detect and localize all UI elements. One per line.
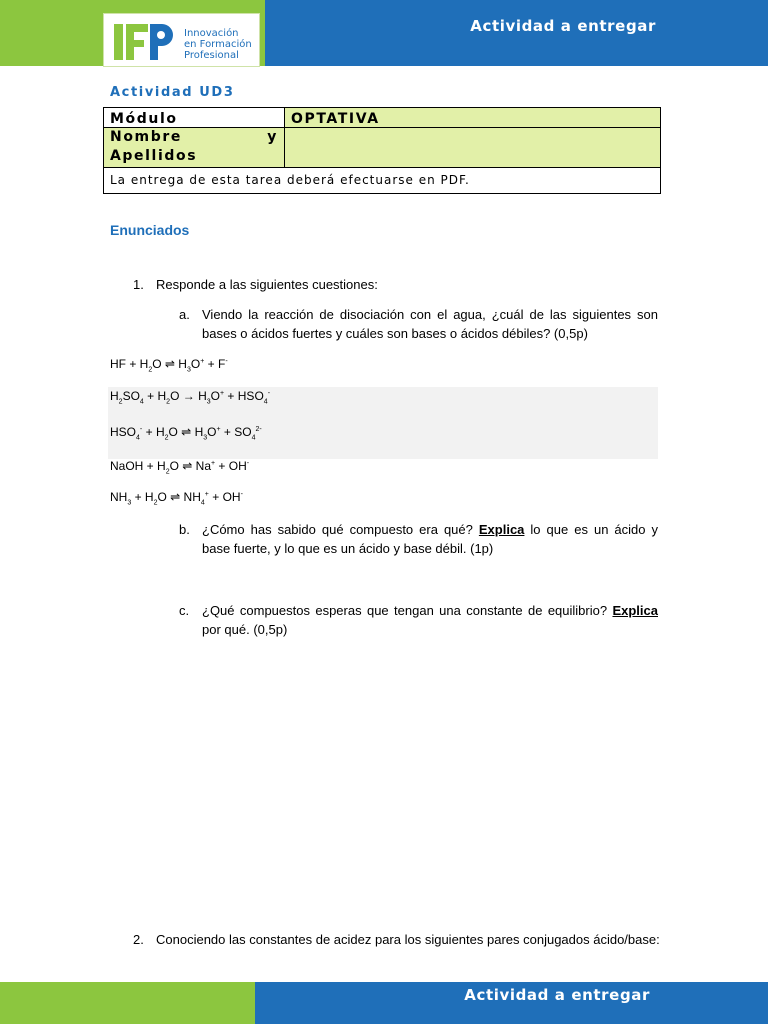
module-label-cell [104,108,285,128]
name-label: Nombre [110,129,182,145]
logo-line: en Formación [184,39,252,50]
section-heading: Enunciados [110,222,190,238]
module-label: Módulo [110,111,178,127]
equation-hf: HF + $H_2O$ ⇌ $H_3O^+ + F^-$ [110,357,228,374]
q2-number: 2. [133,932,144,947]
surname-label: Apellidos [110,148,198,164]
q1a-label: a. [179,307,190,322]
equation-nh3: $NH_3 + H_2O$ ⇌ $NH_4^+ + OH^-$ [110,490,243,507]
footer-title: Actividad a entregar [464,986,650,1004]
q1c-text: ¿Qué compuestos esperas que tengan una constante de equilibrio? Explica por qué. (0,5p) [202,603,658,637]
q2-text: Conociendo las constantes de acidez para los siguientes pares conjugados ácido/base: [156,932,660,947]
q1b-label: b. [179,522,190,537]
equation-h2so4: $H_2SO_4 + H_2O \to H_3O^+ + HSO_4^-$ [110,389,271,406]
logo-line: Profesional [184,50,239,61]
name-label-cell [104,128,285,168]
ifp-logo-mark-icon [112,20,176,64]
q1-number: 1. [133,277,144,292]
explica-emphasis: Explica [478,522,525,537]
module-value-cell [285,108,661,128]
logo-line: Innovación [184,28,239,39]
footer-green-band [0,982,255,1024]
name-label-y: y [267,129,278,145]
info-table [103,107,661,194]
module-value: OPTATIVA [291,111,380,127]
q1c-label: c. [179,603,190,618]
logo-text [184,28,252,61]
explica-emphasis: Explica [612,603,658,618]
q1b-text: ¿Cómo has sabido qué compuesto era qué? Explica lo que es un ácido y base fuerte, y lo que es un ácido y base débil. (1p) [202,522,658,556]
activity-subtitle: Actividad UD3 [110,85,235,100]
q1-text: Responde a las siguientes cuestiones: [156,277,378,292]
equation-hso4: $HSO_4^- + H_2O$ ⇌ $H_3O^+ + SO_4^{2-}$ [110,425,262,442]
delivery-note: La entrega de esta tarea deberá efectuarse en PDF. [104,168,661,194]
equation-naoh: NaOH + $H_2O$ ⇌ Na+ + OH- [110,459,250,476]
header-title: Actividad a entregar [470,17,656,35]
ifp-logo [103,13,260,67]
q1a-text: Viendo la reacción de disociación con el agua, ¿cuál de las siguientes son bases o ácidos fuertes y cuáles son bases o ácidos débiles? (0,5p) [202,307,658,341]
name-value-field[interactable] [285,128,661,168]
